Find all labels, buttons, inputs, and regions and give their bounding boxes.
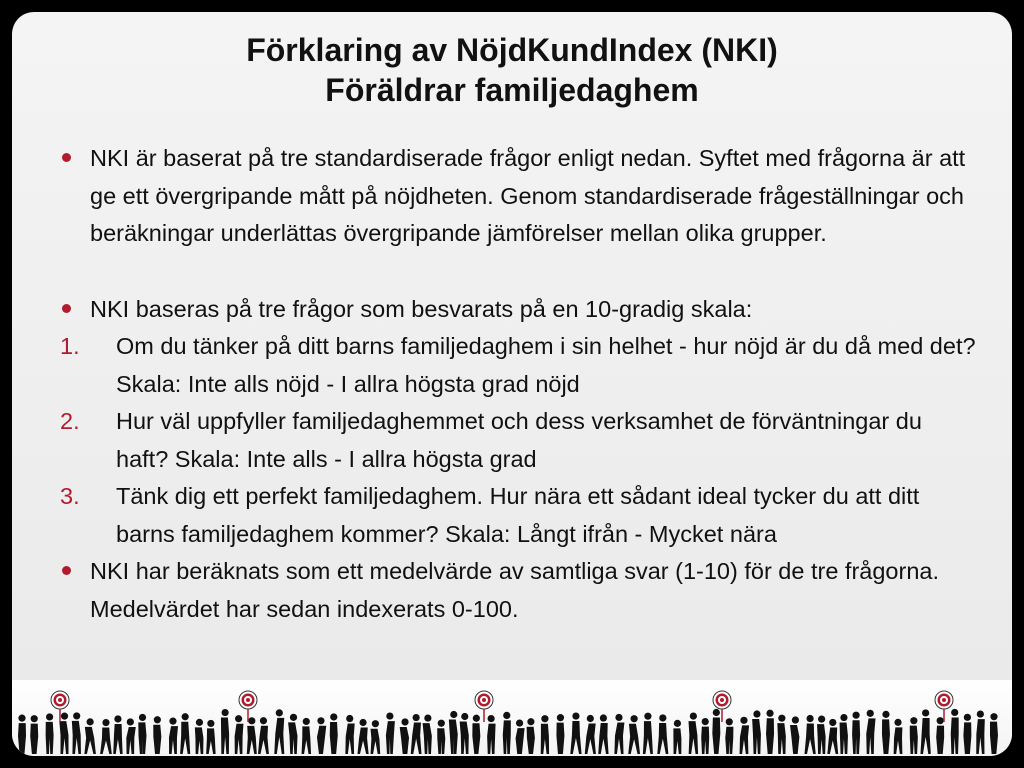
person-silhouette-icon — [598, 714, 608, 754]
person-silhouette-icon — [866, 710, 875, 754]
person-silhouette-icon — [920, 709, 930, 754]
person-silhouette-icon — [976, 710, 985, 754]
person-silhouette-icon — [725, 718, 733, 754]
person-silhouette-icon — [827, 719, 838, 754]
person-silhouette-icon — [541, 715, 549, 754]
person-silhouette-icon — [330, 713, 338, 754]
person-silhouette-icon — [570, 712, 581, 754]
item-number: 3. — [60, 483, 80, 509]
person-silhouette-icon — [317, 717, 326, 754]
item-number: 2. — [60, 408, 80, 434]
bullet-dot-icon — [62, 153, 71, 162]
person-silhouette-icon — [516, 719, 525, 754]
person-silhouette-icon — [740, 717, 750, 754]
person-silhouette-icon — [288, 714, 297, 754]
bullet-item — [60, 553, 980, 628]
person-silhouette-icon — [180, 713, 190, 754]
person-silhouette-icon — [990, 713, 998, 754]
person-silhouette-icon — [614, 714, 624, 754]
person-silhouette-icon — [437, 720, 445, 754]
person-silhouette-icon — [357, 719, 368, 754]
numbered-item — [60, 478, 980, 553]
person-silhouette-icon — [449, 711, 458, 754]
person-silhouette-icon — [585, 715, 596, 754]
person-silhouette-icon — [274, 709, 284, 754]
person-silhouette-icon — [701, 718, 709, 754]
title-line-1: Förklaring av NöjdKundIndex (NKI) — [246, 32, 778, 68]
bullet-text: NKI är baserat på tre standardiserade frågor enligt nedan. Syftet med frågorna är att ge ett övergripande mått på nöjdheten. Genom standardiserade frågeställningar och beräkningar underlättas övergripande jämförelser mellan olika grupper. — [90, 145, 966, 246]
target-icon — [713, 691, 731, 722]
person-silhouette-icon — [84, 718, 96, 754]
person-silhouette-icon — [72, 712, 81, 754]
slide-body — [60, 140, 980, 628]
bullet-item — [60, 291, 980, 329]
person-silhouette-icon — [657, 714, 668, 754]
person-silhouette-icon — [386, 712, 395, 754]
person-silhouette-icon — [673, 720, 681, 754]
person-silhouette-icon — [790, 716, 799, 754]
person-silhouette-icon — [302, 718, 311, 754]
person-silhouette-icon — [423, 714, 432, 754]
person-silhouette-icon — [628, 715, 640, 754]
person-silhouette-icon — [910, 717, 918, 754]
bullet-dot-icon — [62, 566, 71, 575]
bullet-text: NKI baseras på tre frågor som besvarats på en 10-gradig skala: — [90, 295, 753, 322]
person-silhouette-icon — [688, 712, 698, 754]
person-silhouette-icon — [247, 717, 257, 754]
person-silhouette-icon — [100, 719, 112, 754]
person-silhouette-icon — [126, 718, 135, 754]
person-silhouette-icon — [487, 715, 495, 754]
numbered-item — [60, 328, 980, 403]
footer-crowd-banner — [12, 680, 1012, 756]
person-silhouette-icon — [556, 714, 564, 754]
person-silhouette-icon — [712, 709, 720, 754]
person-silhouette-icon — [894, 719, 903, 754]
person-silhouette-icon — [18, 715, 26, 754]
person-silhouette-icon — [503, 712, 511, 754]
person-silhouette-icon — [472, 715, 480, 754]
person-silhouette-icon — [840, 714, 848, 754]
person-silhouette-icon — [527, 718, 535, 754]
title-line-2: Föräldrar familjedaghem — [325, 72, 699, 108]
person-silhouette-icon — [258, 717, 269, 754]
item-text: Tänk dig ett perfekt familjedaghem. Hur nära ett sådant ideal tycker du att ditt barns familjedaghem kommer? Skala: Långt ifrån - Mycket nära — [116, 483, 920, 547]
people-silhouette-icon — [12, 680, 1012, 756]
person-silhouette-icon — [113, 715, 122, 754]
person-silhouette-icon — [963, 714, 971, 754]
item-number: 1. — [60, 333, 80, 359]
person-silhouette-icon — [400, 718, 409, 754]
item-text: Hur väl uppfyller familjedaghemmet och dess verksamhet de förväntningar du haft? Skala: Inte alls - I allra högsta grad — [116, 408, 922, 472]
slide — [12, 12, 1012, 756]
target-icon — [935, 691, 953, 722]
spacer — [60, 253, 980, 291]
person-silhouette-icon — [195, 719, 204, 754]
person-silhouette-icon — [752, 710, 761, 754]
person-silhouette-icon — [882, 711, 890, 754]
bullet-item — [60, 140, 980, 253]
bullet-text: NKI har beräknats som ett medelvärde av samtliga svar (1-10) för de tre frågorna. Medelvärdet har sedan indexerats 0-100. — [90, 558, 939, 622]
person-silhouette-icon — [371, 720, 381, 754]
person-silhouette-icon — [411, 714, 422, 754]
person-silhouette-icon — [951, 709, 959, 754]
person-silhouette-icon — [936, 717, 944, 754]
person-silhouette-icon — [817, 716, 826, 754]
person-silhouette-icon — [805, 715, 816, 754]
person-silhouette-icon — [169, 718, 178, 754]
person-silhouette-icon — [777, 715, 785, 754]
person-silhouette-icon — [345, 715, 354, 754]
person-silhouette-icon — [46, 713, 54, 754]
person-silhouette-icon — [30, 715, 38, 754]
person-silhouette-icon — [206, 720, 215, 754]
person-silhouette-icon — [153, 716, 161, 754]
item-text: Om du tänker på ditt barns familjedaghem i sin helhet - hur nöjd är du då med det? Skala: Inte alls nöjd - I allra högsta grad nöjd — [116, 333, 976, 397]
person-silhouette-icon — [852, 712, 860, 754]
person-silhouette-icon — [235, 715, 244, 754]
person-silhouette-icon — [138, 714, 146, 754]
bullet-dot-icon — [62, 304, 71, 313]
slide-title — [12, 30, 1012, 110]
person-silhouette-icon — [221, 709, 229, 754]
numbered-item — [60, 403, 980, 478]
person-silhouette-icon — [643, 713, 653, 754]
person-silhouette-icon — [766, 710, 774, 754]
person-silhouette-icon — [460, 713, 469, 754]
